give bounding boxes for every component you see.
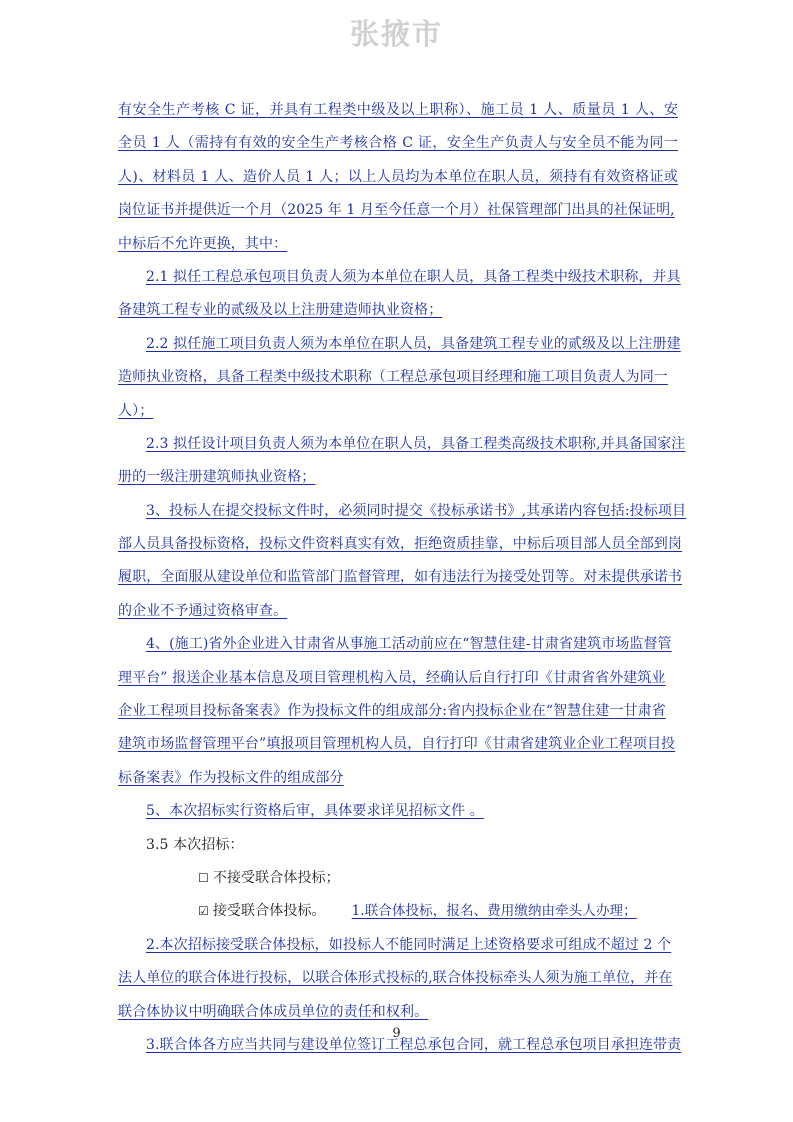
text-line — [118, 433, 686, 455]
text-line — [118, 733, 678, 755]
text-line — [118, 700, 678, 722]
line-text: 中标后不允许更换，其中： — [118, 235, 288, 252]
option-label: 接受联合体投标。 — [212, 903, 326, 920]
line-text: 人)、材料员 1 人、造价人员 1 人；以上人员均为本单位在职人员，须持有有效资格证或 — [118, 168, 678, 185]
text-line — [118, 366, 678, 388]
line-text: 全员 1 人（需持有有效的安全生产考核合格 C 证，安全生产负责人与安全员不能为同一 — [118, 135, 678, 152]
line-text: 备建筑工程专业的贰级及以上注册建造师执业资格； — [118, 302, 443, 319]
line-text: 部人员具备投标资格，投标文件资料真实有效，拒绝资质挂靠，中标后项目部人员全部到岗 — [118, 536, 682, 553]
option-accept-consortium — [118, 900, 678, 922]
line-text: 2.3 拟任设计项目负责人须为本单位在职人员，具备工程类高级技术职称,并具备国家注 — [146, 435, 686, 452]
text-line — [118, 600, 678, 622]
text-line — [118, 166, 678, 188]
text-line — [118, 767, 678, 789]
line-text: 5、本次招标实行资格后审，具体要求详见招标文件 。 — [146, 803, 484, 820]
text-line — [118, 199, 678, 221]
text-line — [118, 99, 678, 121]
text-line — [118, 466, 678, 488]
option-label: 不接受联合体投标； — [212, 869, 340, 886]
option-no-consortium — [118, 867, 678, 889]
line-text: 履职，全面服从建设单位和监管部门监督管理，如有违法行为接受处罚等。对未提供承诺书 — [118, 569, 682, 586]
line-text: 的企业不予通过资格审查。 — [118, 602, 288, 619]
text-line — [118, 400, 678, 422]
line-text: 有安全生产考核 C 证，并具有工程类中级及以上职称）、施工员 1 人、质量员 1 人、安 — [118, 102, 678, 118]
line-text: 册的一级注册建筑师执业资格； — [118, 469, 316, 486]
text-line — [118, 967, 678, 989]
line-text: 2.本次招标接受联合体投标，如投标人不能同时满足上述资格要求可组成不超过 2 个 — [146, 936, 672, 953]
line-text: 造师执业资格，具备工程类中级技术职称（工程总承包项目经理和施工项目负责人为同一 — [118, 369, 668, 386]
checkbox-unchecked-icon: ☐ — [198, 870, 209, 885]
text-line — [118, 500, 687, 522]
page-number: 9 — [392, 1026, 401, 1041]
text-line — [118, 566, 682, 588]
section-heading-3-5 — [118, 834, 678, 856]
line-text: 3.5 本次招标： — [146, 836, 244, 853]
line-text: 企业工程项目投标备案表》作为投标文件的组成部分:省内投标企业在“智慧住建一甘肃省 — [118, 703, 666, 720]
line-text: 2.1 拟任工程总承包项目负责人须为本单位在职人员，具备工程类中级技术职称，并具 — [146, 268, 681, 285]
line-text: 3、投标人在提交投标文件时，必须同时提交《投标承诺书》,其承诺内容包括:投标项目 — [146, 502, 687, 519]
line-text: 联合体协议中明确联合体成员单位的责任和权利。 — [118, 1003, 429, 1020]
text-line — [118, 233, 678, 255]
line-text: 岗位证书并提供近一个月（2025 年 1 月至今任意一个月）社保管理部门出具的社保证明, — [118, 202, 675, 219]
text-line — [118, 333, 681, 355]
line-text: 人）； — [118, 402, 154, 419]
text-line — [118, 266, 681, 288]
text-line — [118, 934, 678, 956]
document-body — [118, 99, 687, 1067]
watermark-city: 张掖市 — [349, 17, 443, 51]
text-line — [118, 1001, 678, 1023]
line-text: 标备案表》作为投标文件的组成部分 — [118, 769, 344, 786]
line-text: 3.联合体各方应当共同与建设单位签订工程总承包合同，就工程总承包项目承担连带责 — [146, 1036, 682, 1053]
line-text: 法人单位的联合体进行投标，以联合体形式投标的,联合体投标牵头人须为施工单位，并在 — [118, 970, 673, 987]
line-text: 理平台” 报送企业基本信息及项目管理机构入员，经确认后自行打印《甘肃省省外建筑业 — [118, 669, 666, 686]
text-line — [118, 533, 682, 555]
text-line — [118, 132, 678, 154]
line-text: 建筑市场监督管理平台”填报项目管理机构人员，自行打印《甘肃省建筑业企业工程项目投 — [118, 736, 676, 753]
text-line — [118, 633, 678, 655]
text-line — [118, 800, 678, 822]
line-text: 2.2 拟任施工项目负责人须为本单位在职人员，具备建筑工程专业的贰级及以上注册建 — [146, 335, 681, 352]
text-line — [118, 299, 678, 321]
line-text: 4、(施工)省外企业进入甘肃省从事施工活动前应在“智慧住建-甘肃省建筑市场监督管 — [146, 636, 672, 653]
text-line — [118, 667, 678, 689]
checkbox-checked-icon: ☑ — [198, 904, 209, 919]
consortium-note-1: 1.联合体投标，报名、费用缴纳由牵头人办理； — [351, 903, 637, 920]
